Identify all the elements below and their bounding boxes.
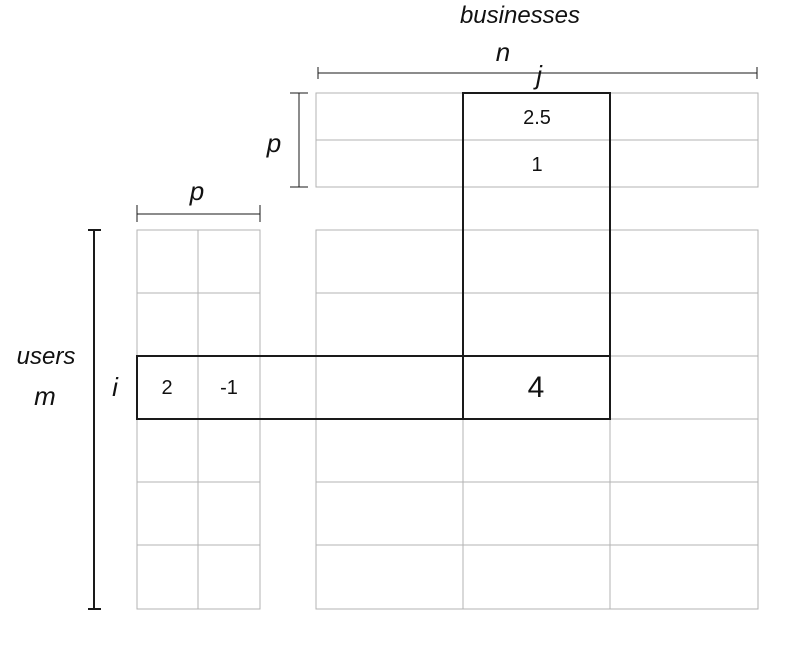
users-label: users — [16, 343, 76, 370]
j-label: j — [536, 60, 542, 90]
dimension-m-bracket — [88, 230, 101, 609]
businesses-label: businesses — [459, 2, 581, 29]
p-label-left: p — [189, 176, 205, 206]
rating-value: 4 — [527, 371, 545, 404]
dimension-p-vertical-bracket — [290, 93, 308, 187]
user-factor-value: -1 — [220, 377, 238, 399]
dimension-p-horizontal-bracket — [137, 205, 260, 222]
m-label: m — [34, 381, 56, 411]
user-factor-value: 2 — [161, 377, 173, 399]
i-label: i — [112, 372, 118, 402]
n-label: n — [495, 37, 511, 67]
business-factor-value: 2.5 — [523, 107, 551, 129]
business-factor-value: 1 — [531, 154, 543, 176]
p-label-top: p — [266, 128, 282, 158]
